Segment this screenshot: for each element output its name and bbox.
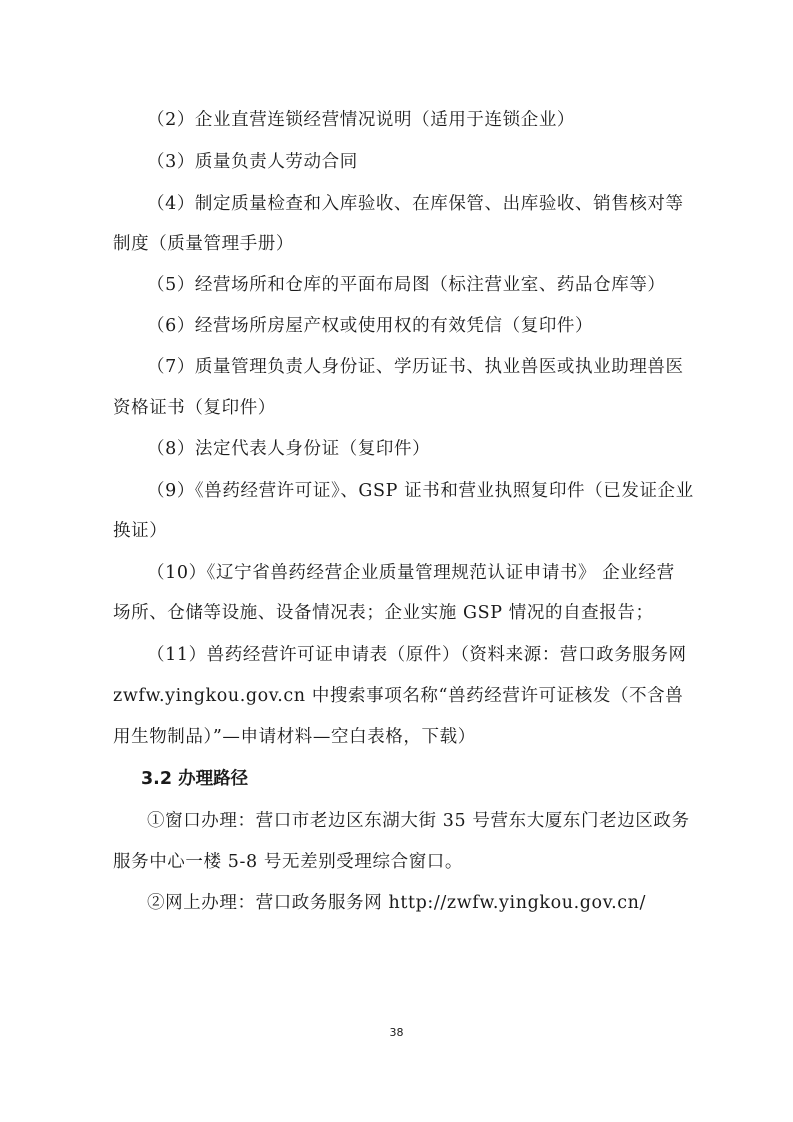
item-11: （11）兽药经营许可证申请表（原件）（资料来源：营口政务服务网 [147,645,687,665]
item-10-cont: 场所、仓储等设施、设备情况表；企业实施 GSP 情况的自查报告； [113,603,654,623]
item-9: （9）《兽药经营许可证》、GSP 证书和营业执照复印件（已发证企业 [147,481,694,501]
item-5: （5）经营场所和仓库的平面布局图（标注营业室、药品仓库等） [147,275,666,295]
route-online: ②网上办理：营口政务服务网 http://zwfw.yingkou.gov.cn/ [147,893,647,913]
item-11-cont2: 用生物制品）”—申请材料—空白表格，下载） [113,727,476,747]
item-11-cont: zwfw.yingkou.gov.cn 中搜索事项名称“兽药经营许可证核发（不含兽 [113,686,684,706]
item-4: （4）制定质量检查和入库验收、在库保管、出库验收、销售核对等 [147,194,684,214]
item-7-cont: 资格证书（复印件） [113,398,276,418]
item-2: （2）企业直营连锁经营情况说明（适用于连锁企业） [147,110,576,130]
route-window-cont: 服务中心一楼 5-8 号无差别受理综合窗口。 [113,852,464,872]
route-window: ①窗口办理：营口市老边区东湖大街 35 号营东大厦东门老边区政务 [147,811,690,831]
item-9-cont: 换证） [113,521,168,541]
item-7: （7）质量管理负责人身份证、学历证书、执业兽医或执业助理兽医 [147,357,684,377]
item-4-cont: 制度（质量管理手册） [113,234,294,254]
item-6: （6）经营场所房屋产权或使用权的有效凭信（复印件） [147,316,594,336]
item-10: （10）《辽宁省兽药经营企业质量管理规范认证申请书》 企业经营 [147,563,675,583]
item-3: （3）质量负责人劳动合同 [147,152,358,172]
section-heading: 3.2 办理路径 [141,769,249,789]
item-8: （8）法定代表人身份证（复印件） [147,439,431,459]
page-number: 38 [389,1026,404,1039]
